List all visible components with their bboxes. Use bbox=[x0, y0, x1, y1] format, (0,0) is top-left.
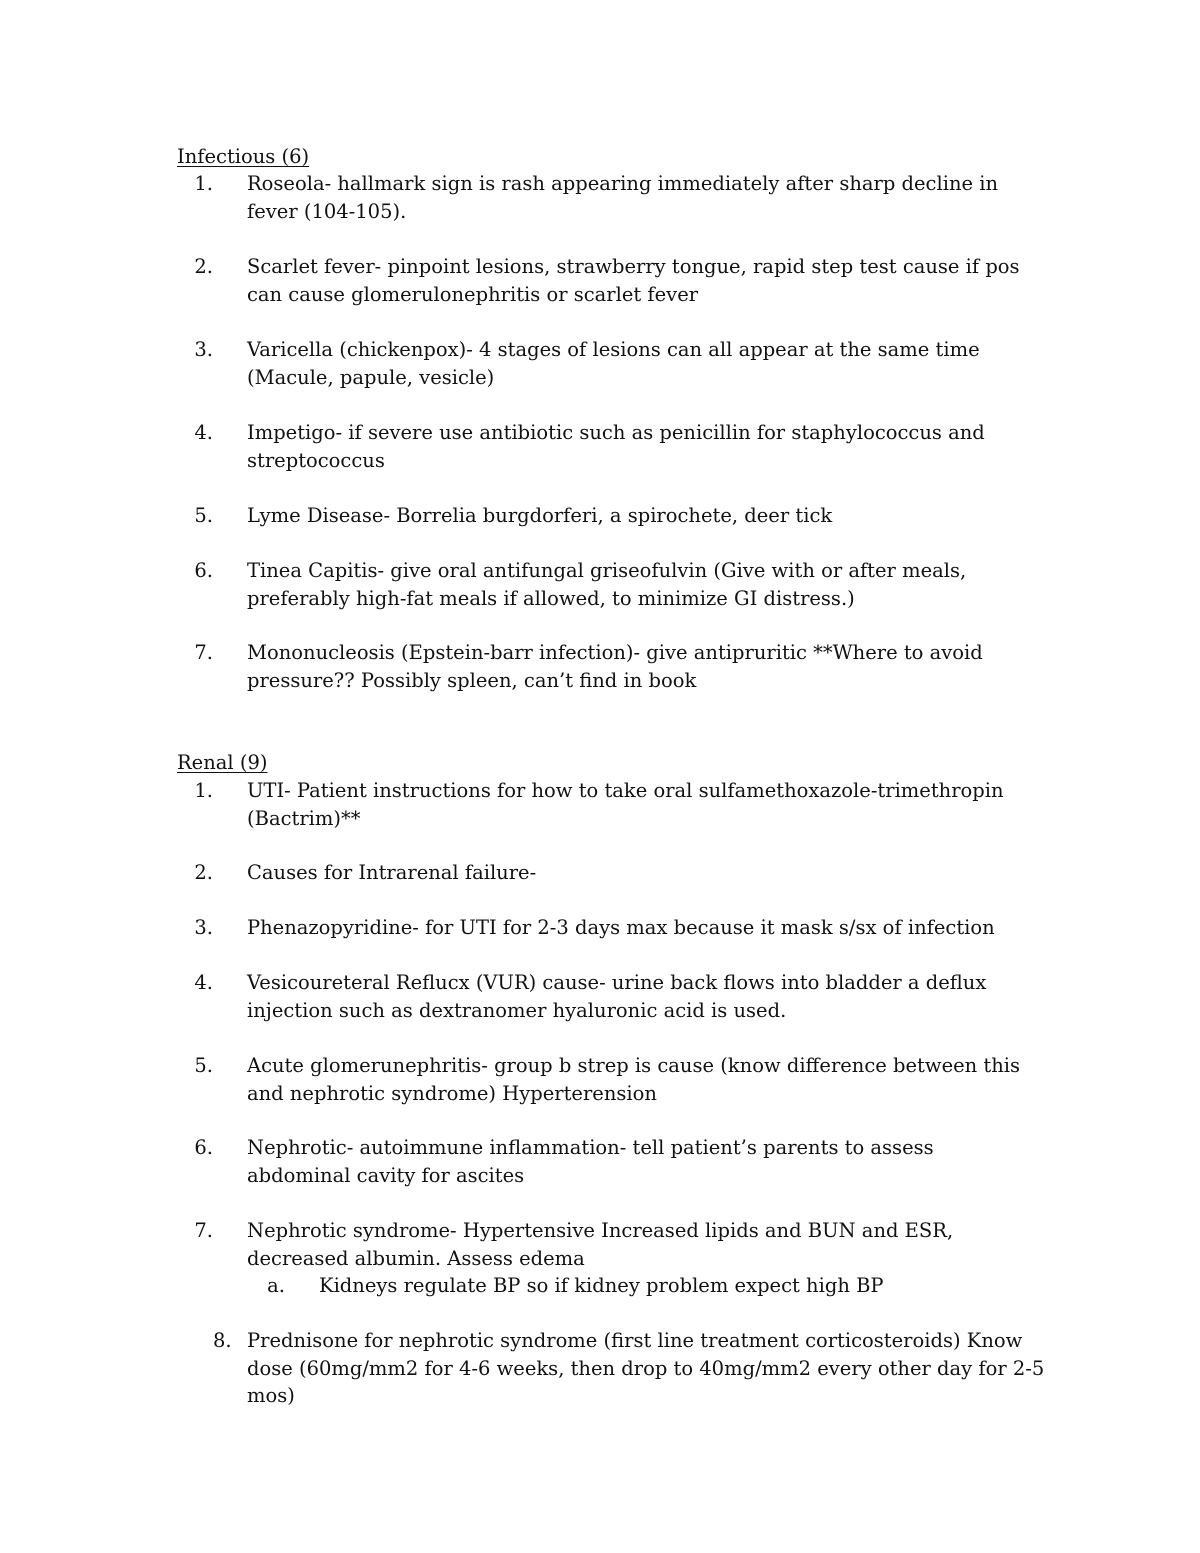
list-number: 2. bbox=[194, 861, 213, 884]
list-number: 2. bbox=[194, 255, 213, 278]
list-item-text: Scarlet fever- pinpoint lesions, strawberry tongue, rapid step test cause if pos can cause glomerulonephritis or scarlet fever bbox=[247, 255, 1020, 306]
list-number: 3. bbox=[194, 338, 213, 361]
list-item-text: Nephrotic syndrome- Hypertensive Increased lipids and BUN and ESR, decreased albumin. Assess edema bbox=[247, 1219, 954, 1270]
list-item-text: Nephrotic- autoimmune inflammation- tell patient’s parents to assess abdominal cavity for ascites bbox=[247, 1136, 934, 1187]
list-item-text: Phenazopyridine- for UTI for 2-3 days max because it mask s/sx of infection bbox=[247, 916, 995, 939]
list-item-text: Varicella (chickenpox)- 4 stages of lesions can all appear at the same time (Macule, papule, vesicle) bbox=[247, 338, 980, 389]
list-number: 6. bbox=[194, 559, 213, 582]
sub-list-item-text: Kidneys regulate BP so if kidney problem expect high BP bbox=[319, 1274, 884, 1297]
list-item-text: Impetigo- if severe use antibiotic such as penicillin for staphylococcus and streptococcus bbox=[247, 421, 985, 472]
sub-list-letter: a. bbox=[267, 1274, 285, 1297]
list-number: 8. bbox=[213, 1329, 232, 1352]
list-item-text: Mononucleosis (Epstein-barr infection)- give antipruritic **Where to avoid pressure?? Possibly spleen, can’t find in book bbox=[247, 641, 983, 692]
list-number: 1. bbox=[194, 172, 213, 195]
list-number: 4. bbox=[194, 421, 213, 444]
list-number: 7. bbox=[194, 1219, 213, 1242]
section-heading-renal: Renal (9) bbox=[177, 751, 268, 774]
list-number: 5. bbox=[194, 504, 213, 527]
list-item-text: Vesicoureteral Reflucx (VUR) cause- urine back flows into bladder a deflux injection such as dextranomer hyaluronic acid is used. bbox=[247, 971, 987, 1022]
list-item-text: Tinea Capitis- give oral antifungal griseofulvin (Give with or after meals, preferably high-fat meals if allowed, to minimize GI distress.) bbox=[247, 559, 967, 610]
list-number: 1. bbox=[194, 779, 213, 802]
list-number: 5. bbox=[194, 1054, 213, 1077]
list-item-text: Roseola- hallmark sign is rash appearing immediately after sharp decline in fever (104-105). bbox=[247, 172, 999, 223]
list-item-text: Prednisone for nephrotic syndrome (first line treatment corticosteroids) Know dose (60mg/mm2 for 4-6 weeks, then drop to 40mg/mm2 every other day for 2-5 mos) bbox=[247, 1329, 1045, 1407]
list-number: 6. bbox=[194, 1136, 213, 1159]
list-number: 7. bbox=[194, 641, 213, 664]
list-item-text: UTI- Patient instructions for how to take oral sulfamethoxazole-trimethropin (Bactrim)** bbox=[247, 779, 1004, 830]
section-heading-infectious: Infectious (6) bbox=[177, 145, 310, 168]
list-number: 3. bbox=[194, 916, 213, 939]
list-item-text: Lyme Disease- Borrelia burgdorferi, a spirochete, deer tick bbox=[247, 504, 833, 527]
list-item-text: Acute glomerunephritis- group b strep is cause (know difference between this and nephrotic syndrome) Hyperterension bbox=[247, 1054, 1021, 1105]
list-item-text: Causes for Intrarenal failure- bbox=[247, 861, 537, 884]
list-number: 4. bbox=[194, 971, 213, 994]
